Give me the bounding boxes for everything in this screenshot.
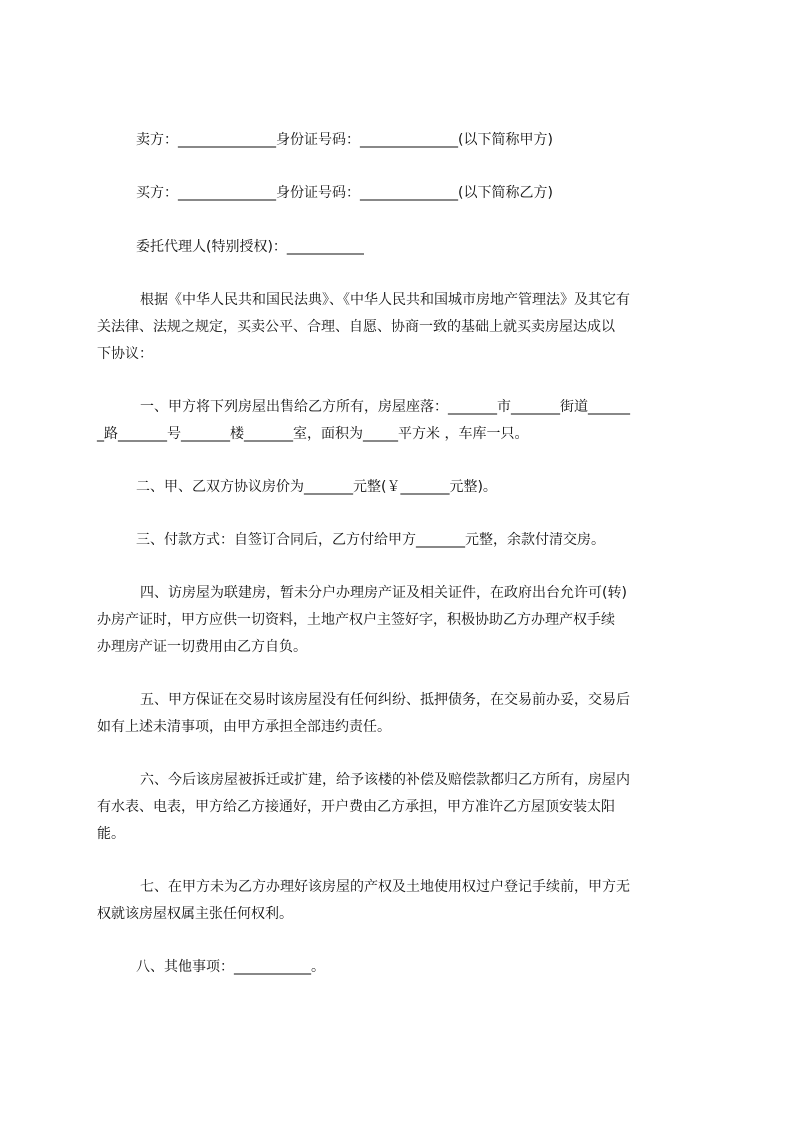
clause-1-line-2: _路_______号_______楼_______室，面积为_____平方米 ，车库一只。: [97, 426, 529, 442]
clause-1-line-1: 一、甲方将下列房屋出售给乙方所有，房屋座落：_______市_______街道______: [140, 399, 630, 415]
agent-line: 委托代理人(特别授权)：___________: [136, 239, 364, 255]
clause-6-line-1: 六、今后该房屋被拆迁或扩建，给予该楼的补偿及赔偿款都归乙方所有，房屋内: [140, 772, 630, 788]
clause-2: 二、甲、乙双方协议房价为_______元整(￥_______元整)。: [136, 479, 497, 495]
clause-7-line-2: 权就该房屋权属主张任何权利。: [97, 906, 293, 922]
clause-4-line-1: 四、访房屋为联建房，暂未分户办理房产证及相关证件，在政府出台允许可(转): [140, 585, 627, 601]
clause-5-line-1: 五、甲方保证在交易时该房屋没有任何纠纷、抵押债务，在交易前办妥，交易后: [140, 692, 630, 708]
clause-8: 八、其他事项：___________。: [136, 959, 325, 975]
clause-7-line-1: 七、在甲方未为乙方办理好该房屋的产权及土地使用权过户登记手续前，甲方无: [140, 879, 630, 895]
preamble-line-2: 关法律、法规之规定，买卖公平、合理、自愿、协商一致的基础上就买卖房屋达成以: [97, 319, 615, 335]
preamble-line-3: 下协议：: [97, 346, 153, 362]
preamble-line-1: 根据《中华人民共和国民法典》、《中华人民共和国城市房地产管理法》及其它有: [140, 292, 630, 308]
clause-6-line-3: 能。: [97, 826, 125, 842]
buyer-line: 买方：______________身份证号码：______________(以下简称乙方): [136, 185, 553, 201]
clause-4-line-2: 办房产证时，甲方应供一切资料，土地产权户主签好字，积极协助乙方办理产权手续: [97, 612, 615, 628]
seller-line: 卖方：______________身份证号码：______________(以下简称甲方): [136, 132, 553, 148]
clause-3: 三、付款方式：自签订合同后，乙方付给甲方_______元整，余款付清交房。: [136, 532, 605, 548]
clause-5-line-2: 如有上述未清事项，由甲方承担全部违约责任。: [97, 719, 391, 735]
clause-6-line-2: 有水表、电表，甲方给乙方接通好，开户费由乙方承担，甲方准许乙方屋顶安装太阳: [97, 799, 615, 815]
clause-4-line-3: 办理房产证一切费用由乙方自负。: [97, 639, 307, 655]
